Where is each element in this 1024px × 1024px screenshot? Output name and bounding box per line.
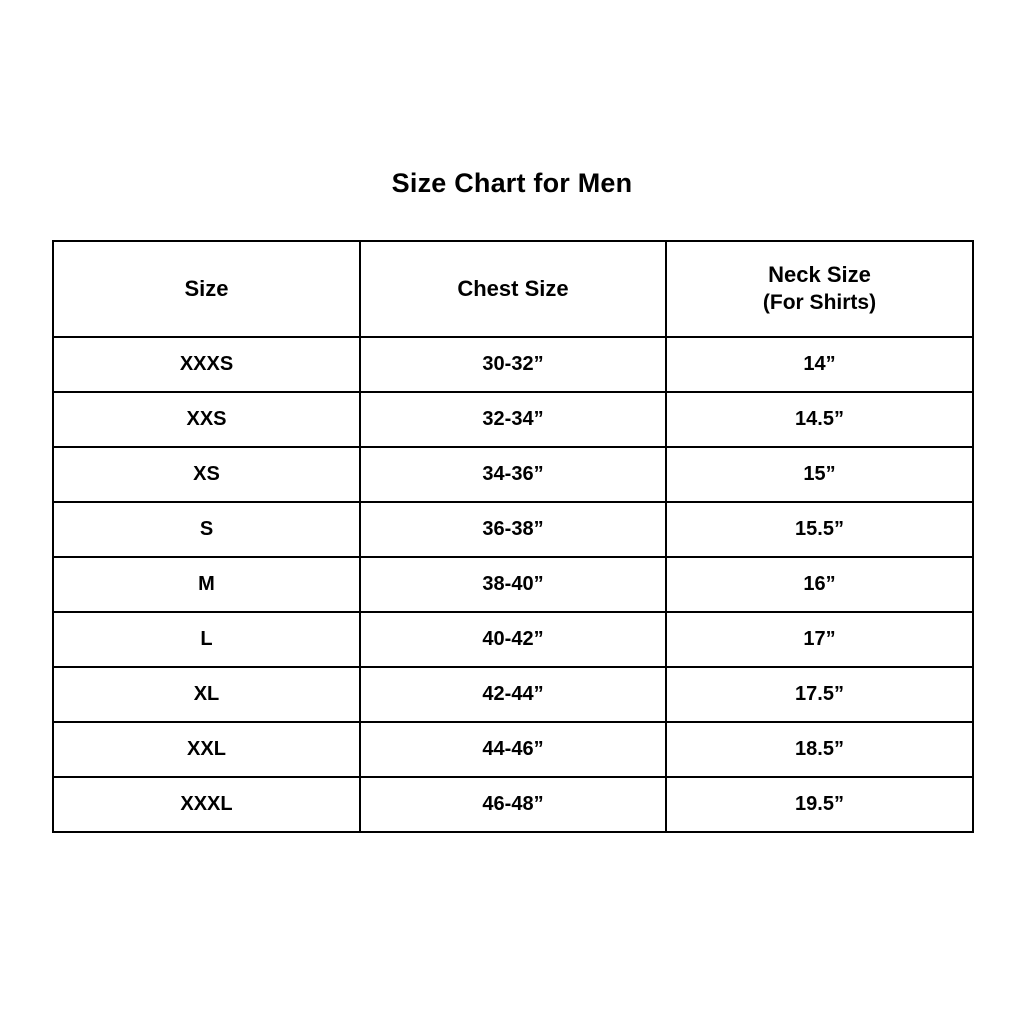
table-row xyxy=(53,337,973,392)
cell-neck-size: 19.5” xyxy=(666,777,973,832)
column-header-neck-size xyxy=(666,241,973,337)
cell-size: L xyxy=(53,612,360,667)
table-header xyxy=(53,241,973,337)
cell-neck-size: 16” xyxy=(666,557,973,612)
cell-chest-size: 32-34” xyxy=(360,392,666,447)
column-header-neck-size-label: Neck Size xyxy=(768,262,871,288)
cell-size: XXXS xyxy=(53,337,360,392)
page-title: Size Chart for Men xyxy=(391,168,633,198)
table-header-row xyxy=(53,241,973,337)
table-row xyxy=(53,722,973,777)
cell-size: M xyxy=(53,557,360,612)
table-row xyxy=(53,447,973,502)
cell-neck-size: 17.5” xyxy=(666,667,973,722)
table-body xyxy=(53,337,973,832)
cell-size: S xyxy=(53,502,360,557)
column-header-chest-size-label: Chest Size xyxy=(457,275,569,301)
cell-chest-size: 42-44” xyxy=(360,667,666,722)
table-row xyxy=(53,557,973,612)
cell-neck-size: 17” xyxy=(666,612,973,667)
cell-chest-size: 38-40” xyxy=(360,557,666,612)
cell-chest-size: 36-38” xyxy=(360,502,666,557)
table-row xyxy=(53,777,973,832)
cell-neck-size: 15.5” xyxy=(666,502,973,557)
cell-chest-size: 40-42” xyxy=(360,612,666,667)
cell-size: XL xyxy=(53,667,360,722)
cell-neck-size: 14.5” xyxy=(666,392,973,447)
cell-neck-size: 15” xyxy=(666,447,973,502)
column-header-size-label: Size xyxy=(184,275,229,301)
cell-size: XXL xyxy=(53,722,360,777)
cell-size: XXS xyxy=(53,392,360,447)
cell-chest-size: 46-48” xyxy=(360,777,666,832)
cell-chest-size: 44-46” xyxy=(360,722,666,777)
table-row xyxy=(53,612,973,667)
table-row xyxy=(53,392,973,447)
size-chart-table xyxy=(52,240,974,833)
column-header-size xyxy=(53,241,360,337)
cell-neck-size: 14” xyxy=(666,337,973,392)
column-header-chest-size xyxy=(360,241,666,337)
table-row xyxy=(53,667,973,722)
cell-neck-size: 18.5” xyxy=(666,722,973,777)
cell-chest-size: 34-36” xyxy=(360,447,666,502)
cell-size: XS xyxy=(53,447,360,502)
cell-size: XXXL xyxy=(53,777,360,832)
table-row xyxy=(53,502,973,557)
cell-chest-size: 30-32” xyxy=(360,337,666,392)
column-header-neck-size-sublabel: (For Shirts) xyxy=(762,290,877,314)
